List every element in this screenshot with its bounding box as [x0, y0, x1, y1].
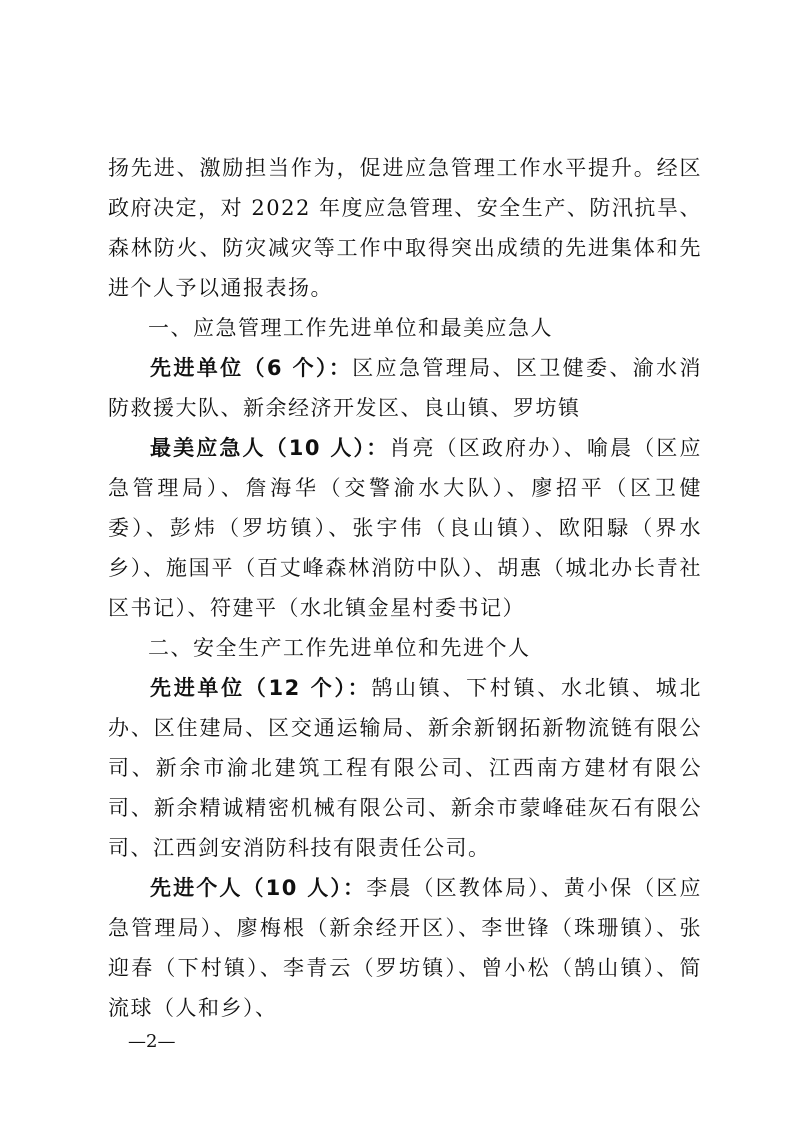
- section2-units-paragraph: [108, 668, 702, 868]
- intro-paragraph: 扬先进、激励担当作为，促进应急管理工作水平提升。经区政府决定，对 2022 年度应急管理、安全生产、防汛抗旱、森林防火、防灾减灾等工作中取得突出成绩的先进集体和先进个人予以通报表扬。: [108, 156, 702, 300]
- section1-units-text: 区应急管理局、区卫健委、渝水消防救援大队、新余经济开发区、良山镇、罗坊镇: [108, 356, 702, 420]
- section2-heading: 二、安全生产工作先进单位和先进个人: [148, 636, 531, 660]
- section2-people-text: 李晨（区教体局）、黄小保（区应急管理局）、廖梅根（新余经开区）、李世锋（珠珊镇）、张迎春（下村镇）、李青云（罗坊镇）、曾小松（鹄山镇）、简流球（人和乡）、: [108, 876, 702, 1020]
- section1-people-paragraph: [108, 428, 702, 628]
- section2-people-paragraph: [108, 868, 702, 1028]
- section2-units-lead: 先进单位（12 个）：: [150, 676, 372, 700]
- section1-people-text: 肖亮（区政府办）、喻晨（区应急管理局）、詹海华（交警渝水大队）、廖招平（区卫健委）、彭炜（罗坊镇）、张宇伟（良山镇）、欧阳騄（界水乡）、施国平（百丈峰森林消防中队）、胡惠（城北办长青社区书记）、符建平（水北镇金星村委书记）: [108, 436, 702, 620]
- section1-people-lead: 最美应急人（10 人）：: [150, 436, 390, 460]
- section1-units-paragraph: [108, 348, 702, 428]
- section1-units-lead: 先进单位（6 个）：: [150, 356, 353, 380]
- section1-heading: 一、应急管理工作先进单位和最美应急人: [148, 316, 553, 340]
- section2-people-lead: 先进个人（10 人）：: [150, 876, 367, 900]
- page-number: —2—: [128, 1031, 176, 1052]
- section2-units-text: 鹄山镇、下村镇、水北镇、城北办、区住建局、区交通运输局、新余新钢拓新物流链有限公司、新余市渝北建筑工程有限公司、江西南方建材有限公司、新余精诚精密机械有限公司、新余市蒙峰硅灰石有限公司、江西剑安消防科技有限责任公司。: [108, 676, 702, 860]
